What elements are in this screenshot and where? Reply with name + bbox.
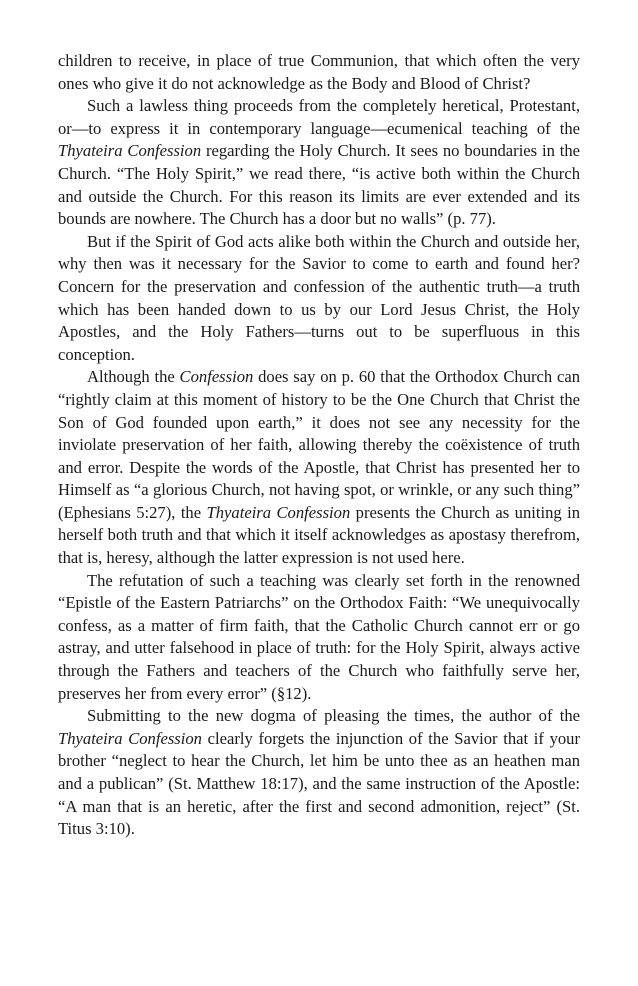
paragraph-text: presents the Church as uniting in herself both truth and that which it itself acknowledges as apostasy therefrom, that is, heresy, although the latter expression is not used here.: [58, 502, 581, 568]
paragraph-2: [58, 95, 580, 231]
book-title: Thyateira Confession: [58, 141, 202, 161]
paragraph-4: [58, 366, 580, 569]
paragraph-5: [58, 570, 580, 706]
book-title: Thyateira Confession: [206, 502, 351, 522]
paragraph-text: clearly forgets the injunction of the Savior that if your brother “neglect to hear the Church, let him be unto thee as an heathen man and a publican” (St. Matthew 18:17), and the same instruction of the Apostle: “A man that is an heretic, after the first and second admonition, reject” (St. Titus 3:10).: [58, 728, 580, 839]
paragraph-text: children to receive, in place of true Communion, that which often the very ones who give it do not acknowledge as the Body and Blood of Christ?: [58, 51, 580, 93]
paragraph-text: Such a lawless thing proceeds from the completely heretical, Protestant, or—to express it in contemporary language—ecumenical teaching of the: [58, 96, 580, 138]
paragraph-text: But if the Spirit of God acts alike both within the Church and outside her, why then was it necessary for the Savior to come to earth and found her? Concern for the preservation and confession of the authentic truth—a truth which has been handed down to us by our Lord Jesus Christ, the Holy Apostles, and the Holy Fathers—turns out to be superfluous in this conception.: [58, 231, 580, 364]
paragraph-text: does say on p. 60 that the Orthodox Church can “rightly claim at this moment of history to be the One Church that Christ the Son of God founded upon earth,” it does not see any necessity for the inviolate preservation of her faith, allowing thereby the coëxistence of truth and error. Despite the words of the Apostle, that Christ has presented her to Himself as “a glorious Church, not having spot, or wrinkle, or any such thing” (Ephesians 5:27), the: [58, 367, 580, 522]
document-body: [58, 50, 580, 841]
book-title: Confession: [179, 367, 254, 387]
paragraph-6: [58, 705, 580, 841]
paragraph-3: [58, 231, 580, 367]
paragraph-1: [58, 50, 580, 95]
paragraph-text: regarding the Holy Church. It sees no boundaries in the Church. “The Holy Spirit,” we read there, “is active both within the Church and outside the Church. For this reason its limits are ever extended and its bounds are nowhere. The Church has a door but no walls” (p. 77).: [58, 141, 580, 229]
paragraph-text: Submitting to the new dogma of pleasing the times, the author of the: [87, 706, 580, 726]
paragraph-text: Although the: [87, 367, 180, 387]
book-title: Thyateira Confession: [58, 728, 202, 748]
paragraph-text: The refutation of such a teaching was clearly set forth in the renowned “Epistle of the Eastern Patriarchs” on the Orthodox Faith: “We unequivocally confess, as a matter of firm faith, that the Catholic Church cannot err or go astray, and utter falsehood in place of truth: for the Holy Spirit, always active through the Fathers and teachers of the Church who faithfully serve her, preserves her from every error” (§12).: [58, 570, 580, 703]
